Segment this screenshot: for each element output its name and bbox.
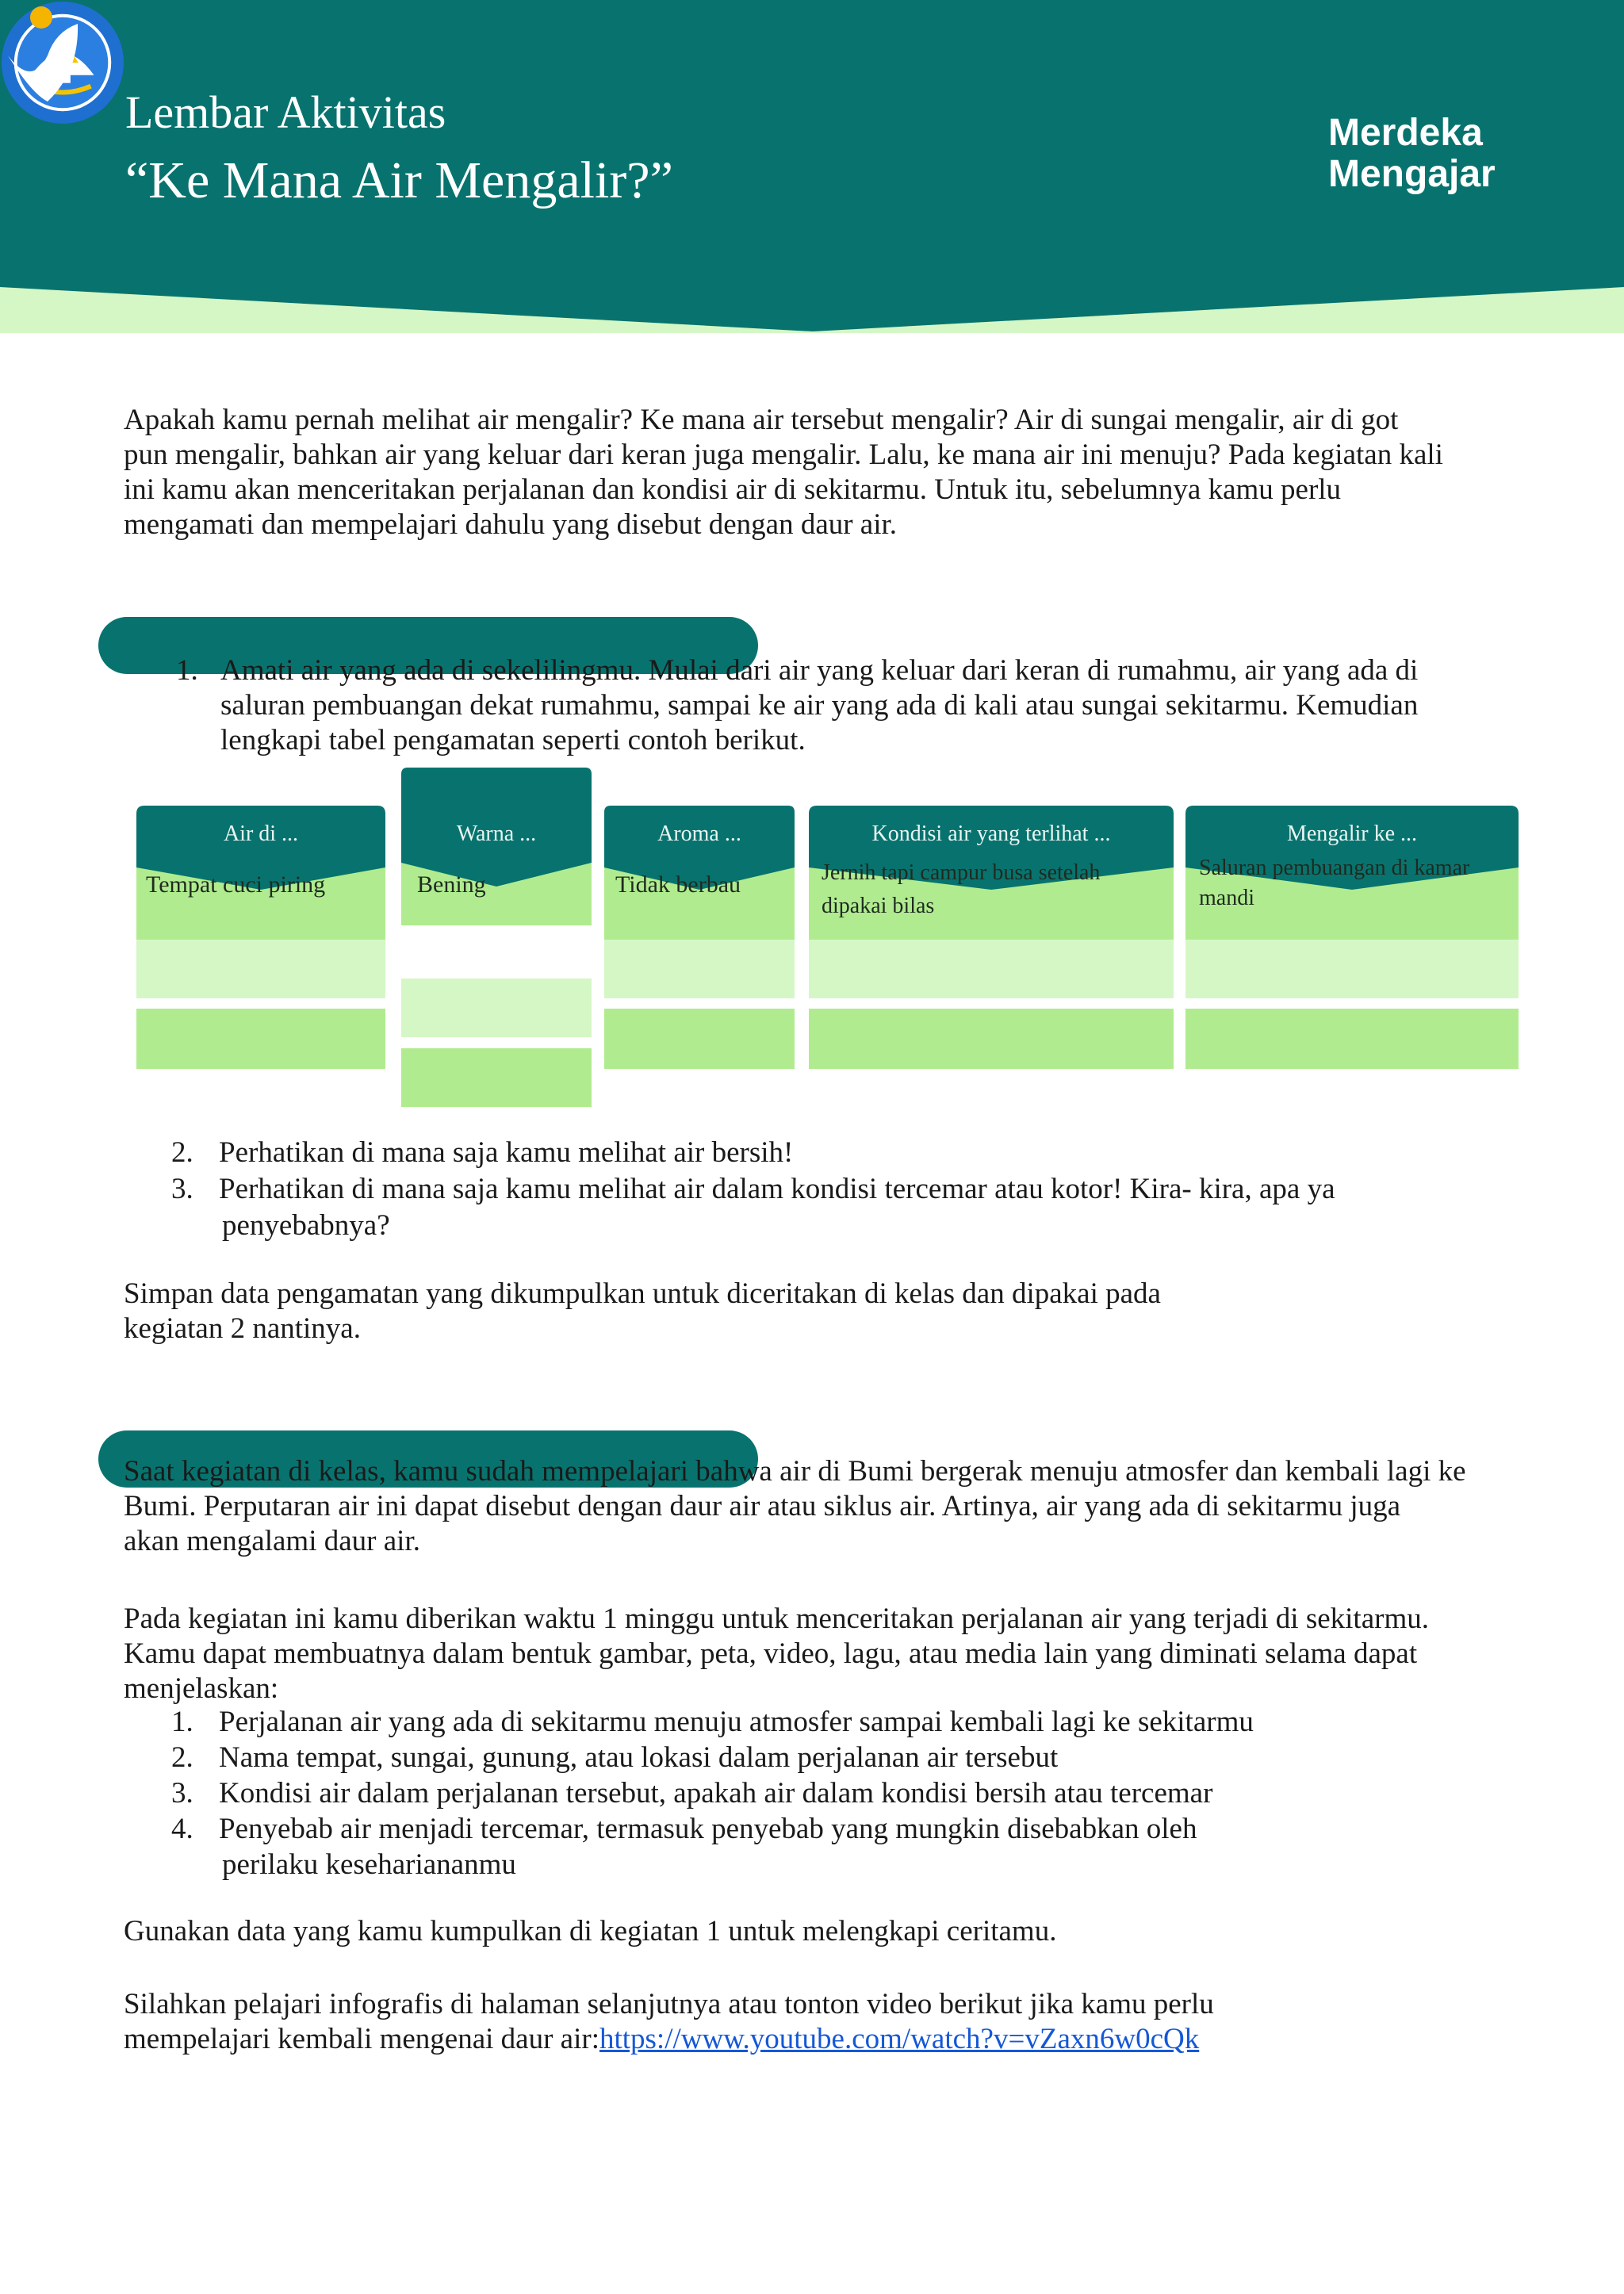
table-cell bbox=[401, 978, 592, 1037]
table-header: Mengalir ke ... bbox=[1286, 821, 1418, 846]
step3-text: penyebabnya? bbox=[222, 1209, 390, 1242]
activity2-line: Kamu dapat membuatnya dalam bentuk gambar, peta, video, lagu, atau media lain yang diminati selama dapat bbox=[124, 1637, 1418, 1670]
list-item-number: 4. bbox=[171, 1813, 193, 1845]
table-cell bbox=[809, 1009, 1174, 1069]
intro-paragraph bbox=[124, 403, 1534, 542]
activity2-line bbox=[124, 2022, 1534, 2057]
logo-line1: Merdeka bbox=[1328, 112, 1483, 154]
activity2-line: Bumi. Perputaran air ini dapat disebut dengan daur air atau siklus air. Artinya, air yang ada di sekitarmu juga bbox=[124, 1490, 1401, 1522]
step2-number: 2. bbox=[171, 1136, 193, 1169]
intro-line: mengamati dan mempelajari dahulu yang disebut dengan daur air. bbox=[124, 508, 898, 541]
table-cell-example: Tempat cuci piring bbox=[146, 871, 326, 898]
intro-line: pun mengalir, bahkan air yang keluar dari keran juga mengalir. Lalu, ke mana air ini menuju? Pada kegiatan kali bbox=[124, 439, 1443, 471]
page-header bbox=[0, 0, 1624, 333]
step1-line: saluran pembuangan dekat rumahmu, sampai ke air yang ada di kali atau sungai sekitarmu. Kemudian bbox=[220, 689, 1419, 722]
activity2-line: menjelaskan: bbox=[124, 1672, 279, 1705]
table-cell bbox=[401, 1048, 592, 1107]
table-cell-example: Tidak berbau bbox=[615, 871, 741, 898]
list-item-number: 3. bbox=[171, 1777, 193, 1810]
list-item-text: perilaku kesehariananmu bbox=[222, 1848, 516, 1881]
save-note-line: Simpan data pengamatan yang dikumpulkan untuk diceritakan di kelas dan dipakai pada bbox=[124, 1277, 1161, 1310]
step1-number: 1. bbox=[176, 654, 198, 687]
activity2-paragraph4 bbox=[124, 1987, 1534, 2057]
table-cell-example: Saluran pembuangan di kamar mandi bbox=[1199, 856, 1470, 910]
table-cell bbox=[1185, 940, 1519, 998]
list-item-number: 1. bbox=[171, 1706, 193, 1738]
list-item-text: Perjalanan air yang ada di sekitarmu menuju atmosfer sampai kembali lagi ke sekitarmu bbox=[219, 1706, 1254, 1738]
list-item-text: Kondisi air dalam perjalanan tersebut, apakah air dalam kondisi bersih atau tercemar bbox=[219, 1777, 1213, 1810]
table-cell-example: Bening bbox=[417, 871, 486, 898]
list-item-number: 2. bbox=[171, 1741, 193, 1774]
activity2-line: Pada kegiatan ini kamu diberikan waktu 1 minggu untuk menceritakan perjalanan air yang terjadi di sekitarmu. bbox=[124, 1603, 1429, 1635]
step2-text: Perhatikan di mana saja kamu melihat air bersih! bbox=[219, 1136, 794, 1169]
activity2-line: Saat kegiatan di kelas, kamu sudah mempelajari bahwa air di Bumi bergerak menuju atmosfer dan kembali lagi ke bbox=[124, 1455, 1466, 1488]
header-title-line1: Lembar Aktivitas bbox=[125, 86, 446, 138]
activity2-paragraph2 bbox=[124, 1602, 1534, 1706]
table-header: Warna ... bbox=[456, 821, 537, 846]
save-note bbox=[124, 1277, 1534, 1346]
table-header: Aroma ... bbox=[657, 821, 741, 846]
merdeka-mengajar-logo-text bbox=[1328, 113, 1496, 195]
step3-number: 3. bbox=[171, 1173, 193, 1205]
table-cell bbox=[809, 940, 1174, 998]
intro-line: ini kamu akan menceritakan perjalanan dan kondisi air di sekitarmu. Untuk itu, sebelumnya kamu perlu bbox=[124, 473, 1342, 506]
link-lead-text: mempelajari kembali mengenai daur air: bbox=[124, 2023, 599, 2055]
list-item-text: Penyebab air menjadi tercemar, termasuk penyebab yang mungkin disebabkan oleh bbox=[219, 1813, 1197, 1845]
save-note-line: kegiatan 2 nantinya. bbox=[124, 1312, 361, 1345]
activity2-line: Gunakan data yang kamu kumpulkan di kegiatan 1 untuk melengkapi ceritamu. bbox=[124, 1915, 1057, 1947]
table-cell bbox=[604, 1009, 795, 1069]
step1-line: Amati air yang ada di sekelilingmu. Mulai dari air yang keluar dari keran di rumahmu, air yang ada di bbox=[220, 654, 1419, 687]
activity2-line: Silahkan pelajari infografis di halaman selanjutnya atau tonton video berikut jika kamu perlu bbox=[124, 1988, 1214, 2020]
table-cell bbox=[1185, 1009, 1519, 1069]
list-item-text: Nama tempat, sungai, gunung, atau lokasi dalam perjalanan air tersebut bbox=[219, 1741, 1059, 1774]
header-title-line2: “Ke Mana Air Mengalir?” bbox=[125, 151, 673, 209]
merdeka-mengajar-logo-icon bbox=[0, 0, 293, 111]
table-header: Kondisi air yang terlihat ... bbox=[871, 821, 1111, 846]
logo-line2: Mengajar bbox=[1328, 153, 1496, 195]
activity2-paragraph3 bbox=[124, 1914, 1534, 1949]
table-cell-example: Jernih tapi campur busa setelah dipakai bilas bbox=[822, 860, 1101, 918]
youtube-video-link[interactable]: https://www.youtube.com/watch?v=vZaxn6w0cQk bbox=[599, 2023, 1200, 2055]
step3-text: Perhatikan di mana saja kamu melihat air dalam kondisi tercemar atau kotor! Kira- kira, apa ya bbox=[219, 1173, 1335, 1205]
activity2-paragraph1 bbox=[124, 1454, 1534, 1559]
table-cell bbox=[136, 940, 385, 998]
table-cell bbox=[136, 1009, 385, 1069]
table-header: Air di ... bbox=[223, 821, 299, 846]
activity2-line: akan mengalami daur air. bbox=[124, 1525, 420, 1557]
step1-line: lengkapi tabel pengamatan seperti contoh berikut. bbox=[220, 724, 806, 756]
intro-line: Apakah kamu pernah melihat air mengalir? Ke mana air tersebut mengalir? Air di sungai mengalir, air di got bbox=[124, 404, 1399, 436]
table-cell bbox=[604, 940, 795, 998]
